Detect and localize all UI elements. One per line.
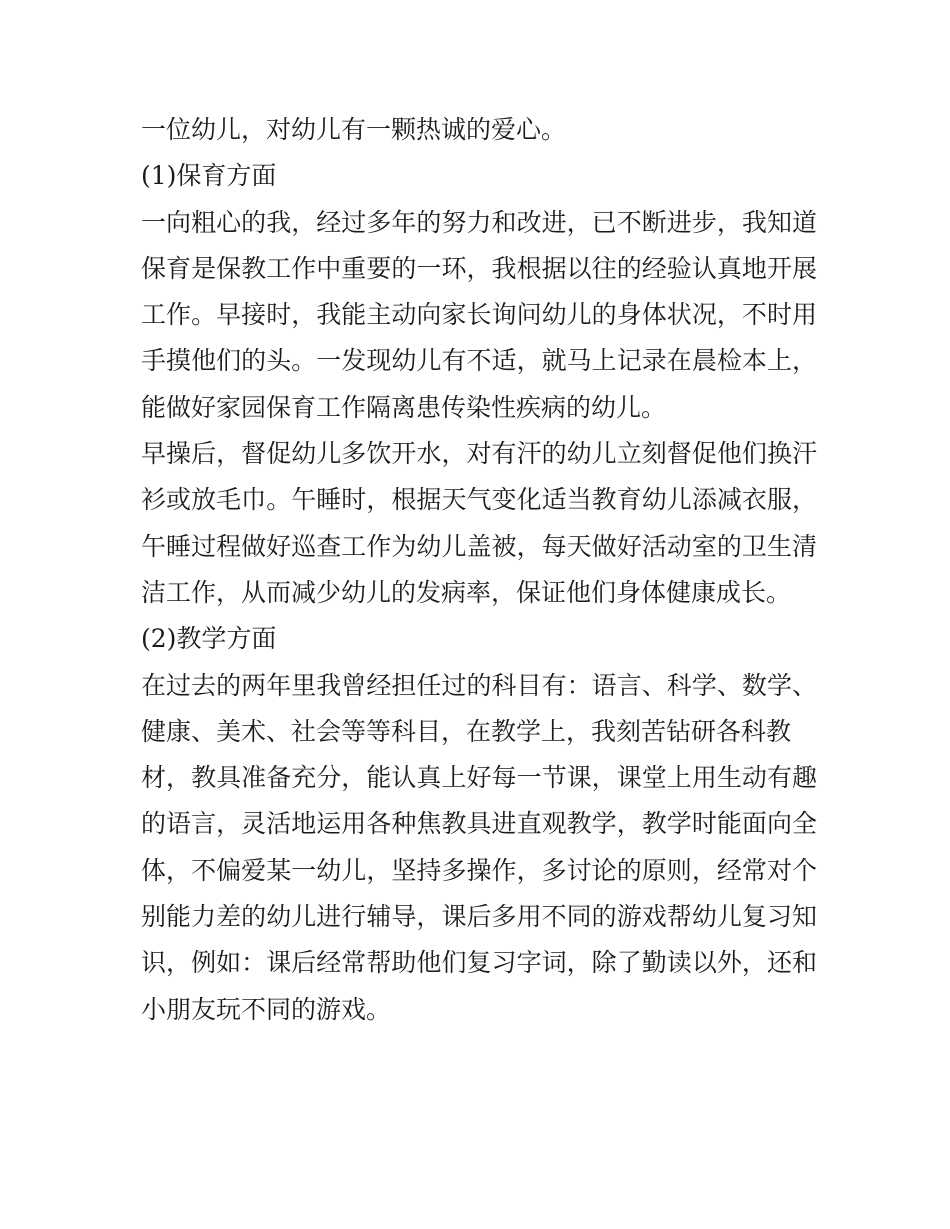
text-line: 衫或放毛巾。午睡时，根据天气变化适当教育幼儿添减衣服， (141, 485, 817, 515)
text-line: 识，例如：课后经常帮助他们复习字词，除了勤读以外，还和 (141, 948, 817, 978)
section-heading-care: (1)保育方面 (141, 161, 277, 191)
text-line: 体，不偏爱某一幼儿，坚持多操作，多讨论的原则，经常对个 (141, 855, 817, 885)
text-line: 保育是保教工作中重要的一环，我根据以往的经验认真地开展 (141, 253, 817, 283)
section-heading-teaching: (2)教学方面 (141, 624, 277, 654)
text-line: 材，教具准备充分，能认真上好每一节课，课堂上用生动有趣 (141, 763, 817, 793)
text-line: 午睡过程做好巡查工作为幼儿盖被，每天做好活动室的卫生清 (141, 531, 817, 561)
text-line: 一向粗心的我，经过多年的努力和改进，已不断进步，我知道 (141, 207, 817, 237)
text-line: 手摸他们的头。一发现幼儿有不适，就马上记录在晨检本上， (141, 346, 817, 376)
text-line: 的语言，灵活地运用各种焦教具进直观教学，教学时能面向全 (141, 809, 817, 839)
text-line: 小朋友玩不同的游戏。 (141, 994, 392, 1024)
text-line: 一位幼儿，对幼儿有一颗热诚的爱心。 (141, 115, 567, 144)
text-line: 健康、美术、社会等等科目，在教学上，我刻苦钻研各科教 (141, 716, 792, 746)
text-line: 在过去的两年里我曾经担任过的科目有：语言、科学、数学、 (141, 670, 817, 700)
text-line: 能做好家园保育工作隔离患传染性疾病的幼儿。 (141, 392, 667, 422)
text-line: 洁工作，从而减少幼儿的发病率，保证他们身体健康成长。 (141, 577, 792, 607)
text-line: 工作。早接时，我能主动向家长询问幼儿的身体状况，不时用 (141, 300, 817, 330)
body-text (141, 107, 817, 1033)
text-line: 别能力差的幼儿进行辅导，课后多用不同的游戏帮幼儿复习知 (141, 902, 817, 932)
text-line: 早操后，督促幼儿多饮开水，对有汗的幼儿立刻督促他们换汗 (141, 439, 817, 469)
